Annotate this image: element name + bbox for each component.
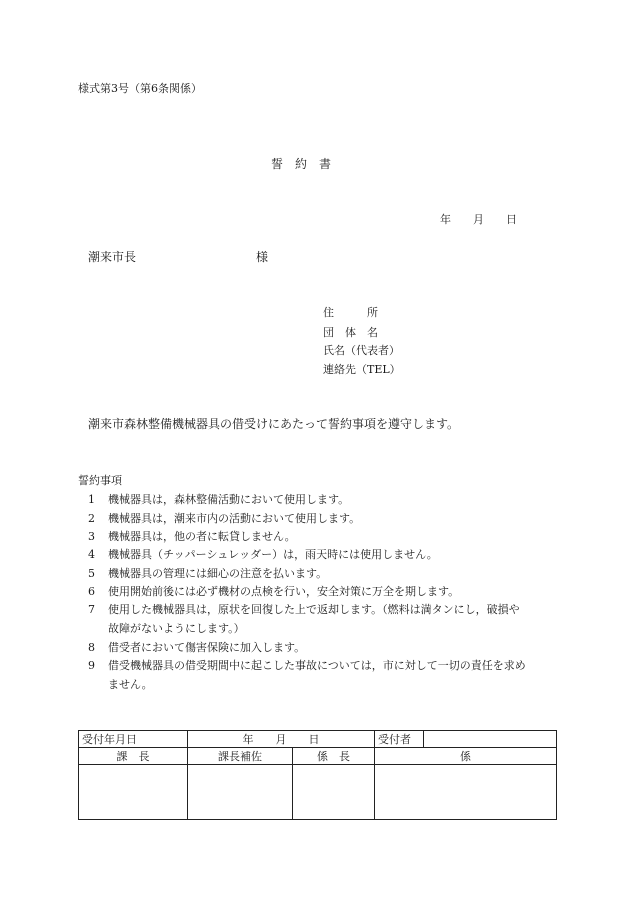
organization-label: 団 体 名 [323, 326, 378, 339]
stamp-table [78, 730, 557, 820]
section-chief-header: 課 長 [79, 748, 188, 765]
list-item: 4 機械器具（チッパーシュレッダー）は，雨天時には使用しません。 [88, 548, 438, 561]
deputy-chief-stamp[interactable] [188, 765, 293, 820]
list-item: 7 使用した機械器具は，原状を回復した上で返却します。（燃料は満タンにし，破損や [88, 603, 520, 616]
list-item-continuation: 故障がないようにします。） [108, 622, 245, 635]
date-line: 年 月 日 [440, 213, 517, 226]
address-label: 住 所 [323, 306, 378, 319]
list-item: 9 借受機械器具の借受期間中に起こした事故については，市に対して一切の責任を求め [88, 659, 526, 672]
receiver-label: 受付者 [375, 731, 424, 748]
document-title: 誓 約 書 [271, 157, 332, 171]
list-item: 3 機械器具は，他の者に転貸しません。 [88, 530, 296, 543]
section-chief-stamp[interactable] [79, 765, 188, 820]
contact-label: 連絡先（TEL） [323, 363, 401, 376]
form-number: 様式第3号（第6条関係） [78, 82, 202, 95]
list-item: 1 機械器具は，森林整備活動において使用します。 [88, 493, 350, 506]
declaration-text: 潮来市森林整備機械器具の借受けにあたって誓約事項を遵守します。 [88, 417, 460, 431]
addressee-name: 潮来市長 [88, 250, 137, 264]
addressee-honorific: 様 [256, 250, 269, 264]
items-heading: 誓約事項 [78, 474, 122, 487]
list-item: 6 使用開始前後には必ず機材の点検を行い，安全対策に万全を期します。 [88, 585, 460, 598]
list-item: 2 機械器具は，潮来市内の活動において使用します。 [88, 512, 361, 525]
representative-label: 氏名（代表者） [323, 344, 400, 357]
subsection-chief-header: 係 長 [293, 748, 375, 765]
subsection-chief-stamp[interactable] [293, 765, 375, 820]
received-date-label: 受付年月日 [79, 731, 188, 748]
deputy-chief-header: 課長補佐 [188, 748, 293, 765]
received-date-value: 年 月 日 [188, 731, 375, 748]
receiver-value[interactable] [424, 731, 557, 748]
staff-stamp[interactable] [375, 765, 557, 820]
list-item: 8 借受者において傷害保険に加入します。 [88, 641, 306, 654]
staff-header: 係 [375, 748, 557, 765]
list-item-continuation: ません。 [108, 678, 153, 691]
list-item: 5 機械器具の管理には細心の注意を払います。 [88, 567, 328, 580]
